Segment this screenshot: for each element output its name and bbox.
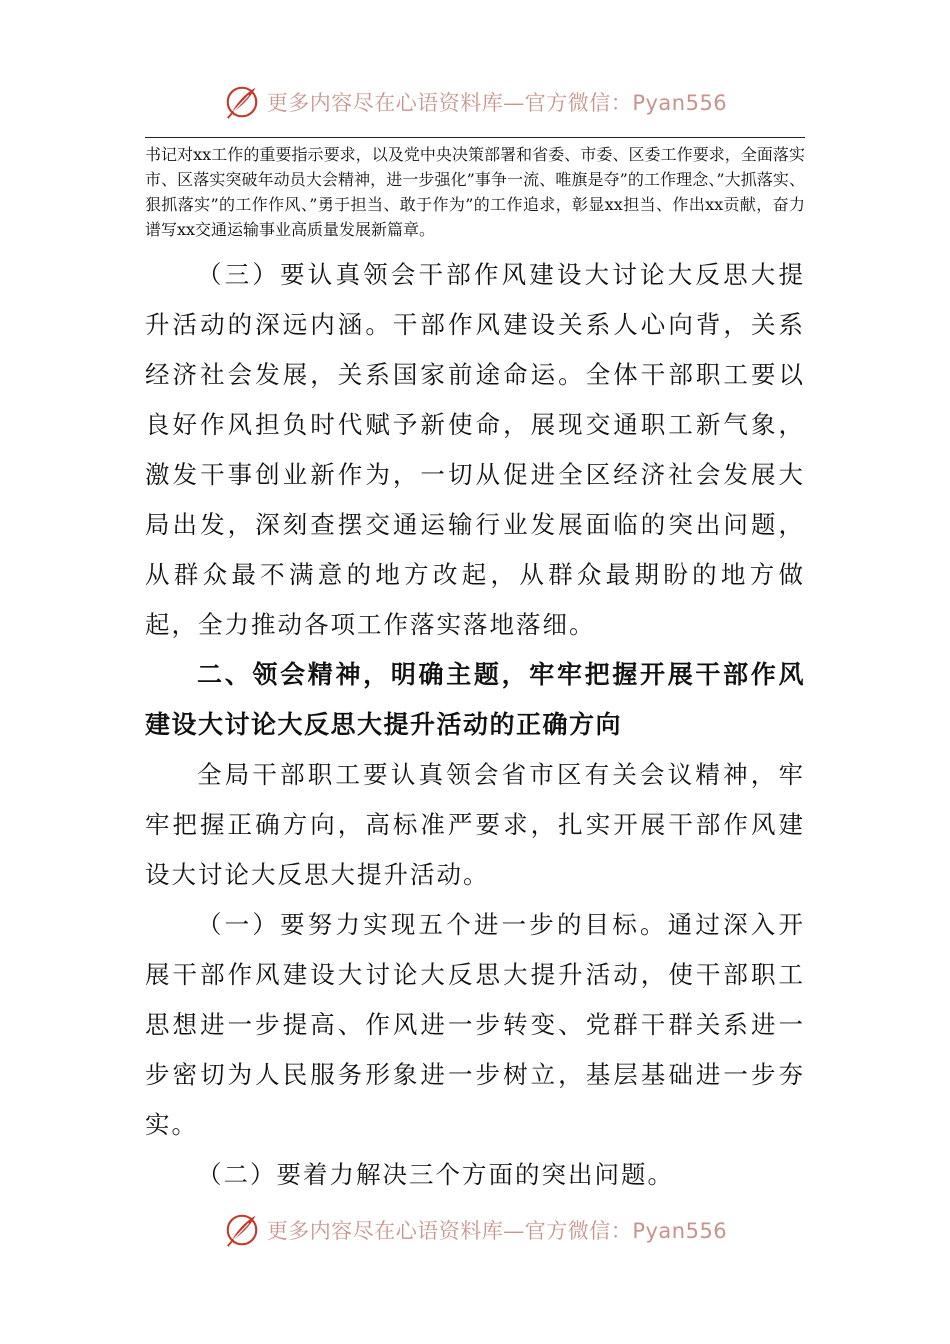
paragraph-section-two: （二）要着力解决三个方面的突出问题。 <box>197 1160 674 1189</box>
banner-wechat-id: Pyan556 <box>632 1219 728 1243</box>
document-body <box>145 142 805 1200</box>
header-banner <box>0 80 950 124</box>
heading-part-two: 二、领会精神，明确主题，牢牢把握开展干部作风建设大讨论大反思大提升活动的正确方向 <box>145 660 805 739</box>
banner-text-main: 更多内容尽在心语资料库—官方微信： <box>266 1219 633 1243</box>
quill-pen-logo-icon <box>223 83 261 121</box>
paragraph-section-one: （一）要努力实现五个进一步的目标。通过深入开展干部作风建设大讨论大反思大提升活动，使干部职工思想进一步提高、作风进一步转变、党群干群关系进一步密切为人民服务形象进一步树立，基层基础进一步夯实。 <box>145 910 805 1139</box>
footer-banner <box>0 1208 950 1252</box>
banner-wechat-id: Pyan556 <box>632 91 728 115</box>
paragraph-intro: 全局干部职工要认真领会省市区有关会议精神，牢牢把握正确方向，高标准严要求，扎实开展干部作风建设大讨论大反思大提升活动。 <box>145 760 805 889</box>
banner-text <box>267 1215 727 1245</box>
header-divider <box>145 137 805 138</box>
continuation-paragraph: 书记对xx工作的重要指示要求，以及党中央决策部署和省委、市委、区委工作要求，全面落实市、区落实突破年动员大会精神，进一步强化”事争一流、唯旗是夺”的工作理念、”大抓落实、狠抓落实”的工作作风、”勇于担当、敢于作为”的工作追求，彰显xx担当、作出xx贡献，奋力谱写xx交通运输事业高质量发展新篇章。 <box>145 145 805 239</box>
quill-pen-logo-icon <box>223 1211 261 1249</box>
banner-text <box>267 87 727 117</box>
paragraph-section-three: （三）要认真领会干部作风建设大讨论大反思大提升活动的深远内涵。干部作风建设关系人心向背，关系经济社会发展，关系国家前途命运。全体干部职工要以良好作风担负时代赋予新使命，展现交通职工新气象，激发干事创业新作为，一切从促进全区经济社会发展大局出发，深刻查摆交通运输行业发展面临的突出问题，从群众最不满意的地方改起，从群众最期盼的地方做起，全力推动各项工作落实落地落细。 <box>145 260 805 639</box>
banner-text-main: 更多内容尽在心语资料库—官方微信： <box>266 91 633 115</box>
